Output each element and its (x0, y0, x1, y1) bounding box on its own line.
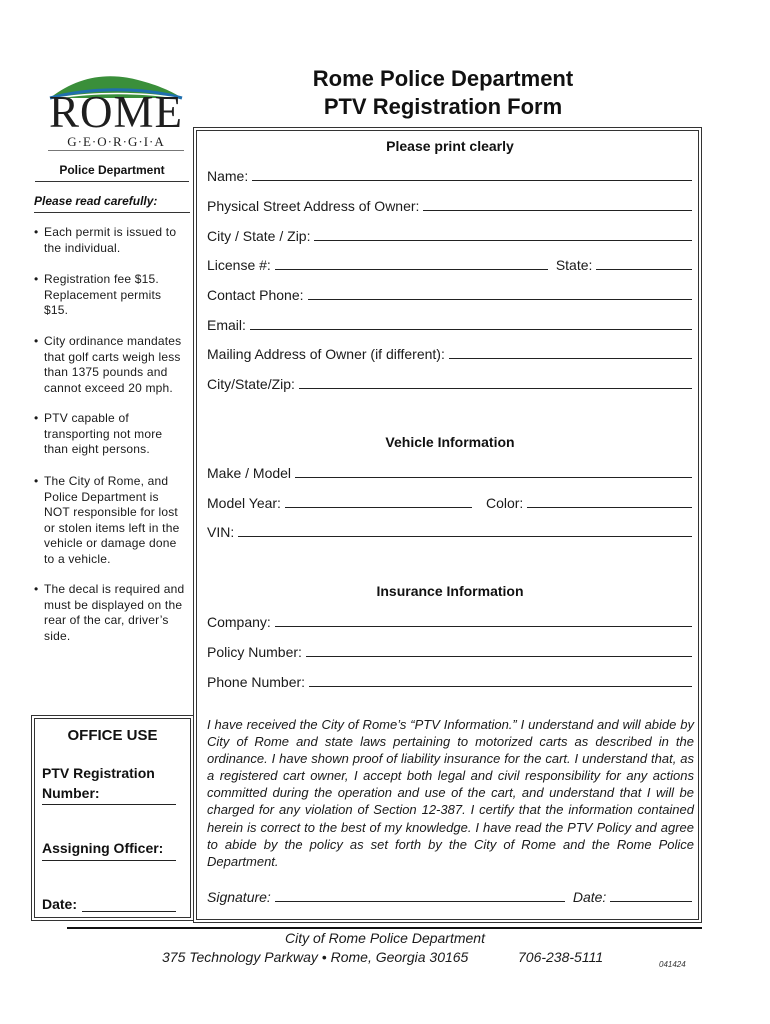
name-field[interactable] (207, 166, 692, 184)
signature-date-input-line[interactable] (610, 887, 692, 902)
vin-input-line[interactable] (238, 522, 692, 537)
city-state-zip-input-line[interactable] (314, 226, 692, 241)
bullet-icon: • (34, 411, 39, 425)
bullet-text: The City of Rome, and Police Department is NOT responsible for lost or stolen items left in the vehicle or damage done to a vehicle. (44, 474, 180, 566)
field-label: Color: (485, 495, 524, 511)
sidebar-bullet (34, 582, 186, 644)
license-input-line[interactable] (275, 255, 548, 270)
footer-phone: 706-238-5111 (518, 949, 604, 965)
make-model-field[interactable] (207, 463, 692, 481)
street-address-input-line[interactable] (423, 196, 692, 211)
policy-number-input-line[interactable] (306, 642, 692, 657)
license-state-input-line[interactable] (596, 255, 692, 270)
logo-subtitle: G·E·O·R·G·I·A (67, 134, 165, 149)
insurance-heading: Insurance Information (376, 583, 524, 599)
registration-number-line[interactable] (42, 804, 176, 805)
page-subtitle: PTV Registration Form (323, 94, 563, 119)
field-label: Name: (207, 168, 249, 184)
email-field[interactable] (207, 315, 692, 333)
field-label: Company: (207, 614, 271, 630)
insurance-phone-input-line[interactable] (309, 672, 692, 687)
bullet-text: Registration fee $15. Replacement permits $15. (44, 272, 162, 318)
sidebar-bullet (34, 474, 186, 568)
field-label: Policy Number: (207, 644, 302, 660)
insurance-phone-field[interactable] (207, 672, 692, 690)
field-label: Phone Number: (207, 674, 306, 690)
field-label: Email: (207, 317, 246, 333)
policy-number-field[interactable] (207, 642, 692, 660)
field-label: Mailing Address of Owner (if different): (207, 346, 445, 362)
office-use-box (34, 718, 191, 918)
contact-phone-field[interactable] (207, 285, 692, 303)
sidebar-bullet (34, 225, 186, 256)
sidebar-bullet (34, 411, 186, 458)
signature-input-line[interactable] (275, 887, 565, 902)
form-code: 041424 (659, 960, 686, 969)
sidebar-bullet (34, 334, 186, 396)
field-label: Model Year: (207, 495, 281, 511)
rome-logo (48, 70, 184, 152)
field-label: Physical Street Address of Owner: (207, 198, 420, 214)
sidebar-department: Police Department (35, 163, 189, 182)
registration-number-label: PTV Registration Number: (42, 765, 155, 801)
company-input-line[interactable] (275, 612, 692, 627)
bullet-icon: • (34, 272, 39, 286)
bullet-text: The decal is required and must be displayed on the rear of the car, driver’s side. (44, 582, 185, 643)
office-use-title: OFFICE USE (67, 727, 158, 744)
city-state-zip-field[interactable] (207, 226, 692, 244)
field-label: VIN: (207, 524, 235, 540)
office-date-line[interactable] (82, 896, 176, 912)
vehicle-heading: Vehicle Information (385, 434, 515, 450)
model-year-field[interactable] (207, 493, 692, 511)
bullet-icon: • (34, 225, 39, 239)
mailing-city-state-zip-input-line[interactable] (299, 374, 692, 389)
logo-wordmark: ROME (48, 87, 183, 137)
vin-field[interactable] (207, 522, 692, 540)
field-label: License #: (207, 257, 271, 273)
contact-phone-input-line[interactable] (308, 285, 692, 300)
bullet-icon: • (34, 474, 39, 488)
field-label: Contact Phone: (207, 287, 304, 303)
office-date-label: Date: (42, 896, 78, 912)
mailing-address-input-line[interactable] (449, 344, 692, 359)
license-field[interactable] (207, 255, 692, 273)
field-label: Date: (572, 889, 607, 905)
bullet-icon: • (34, 582, 39, 596)
field-label: State: (555, 257, 593, 273)
agreement-statement: I have received the City of Rome’s “PTV Information.” I understand and will abide by City of Rome and state laws pertaining to motorized carts as described in the ordinance. I have shown proof of liability insurance for the cart. I understand that, as a registered cart owner, I accept both legal and civil responsibility for any actions committed during the operation and use of the cart, and understand that I will be charged for any violation of Section 12-387. I certify that the information contained herein is correct to the best of my knowledge. I have read the PTV Policy and agree to abide by the policy as set forth by the City of Rome and the Rome Police Department. (207, 717, 694, 869)
bullet-icon: • (34, 334, 39, 348)
page-title: Rome Police Department (312, 66, 574, 91)
assigning-officer-line[interactable] (42, 860, 176, 861)
bullet-text: Each permit is issued to the individual. (44, 225, 177, 255)
email-input-line[interactable] (250, 315, 692, 330)
bullet-text: City ordinance mandates that golf carts weigh less than 1375 pounds and cannot exceed 20 mph. (44, 334, 182, 395)
company-field[interactable] (207, 612, 692, 630)
footer-department: City of Rome Police Department (285, 930, 485, 946)
field-label: City/State/Zip: (207, 376, 295, 392)
assigning-officer-label: Assigning Officer: (42, 840, 164, 856)
footer-address: 375 Technology Parkway • Rome, Georgia 30165 (162, 949, 469, 965)
bullet-text: PTV capable of transporting not more than eight persons. (44, 411, 163, 457)
model-year-input-line[interactable] (285, 493, 472, 508)
name-input-line[interactable] (252, 166, 692, 181)
street-address-field[interactable] (207, 196, 692, 214)
color-input-line[interactable] (527, 493, 692, 508)
field-label: City / State / Zip: (207, 228, 311, 244)
field-label: Signature: (207, 889, 271, 905)
footer-rule (67, 927, 702, 929)
logo-divider (48, 150, 184, 151)
sidebar-bullet (34, 272, 186, 319)
make-model-input-line[interactable] (295, 463, 692, 478)
instruction-heading: Please print clearly (386, 138, 514, 154)
please-read-heading: Please read carefully: (34, 194, 190, 213)
mailing-city-state-zip-field[interactable] (207, 374, 692, 392)
signature-field[interactable] (207, 887, 692, 905)
mailing-address-field[interactable] (207, 344, 692, 362)
field-label: Make / Model (207, 465, 292, 481)
